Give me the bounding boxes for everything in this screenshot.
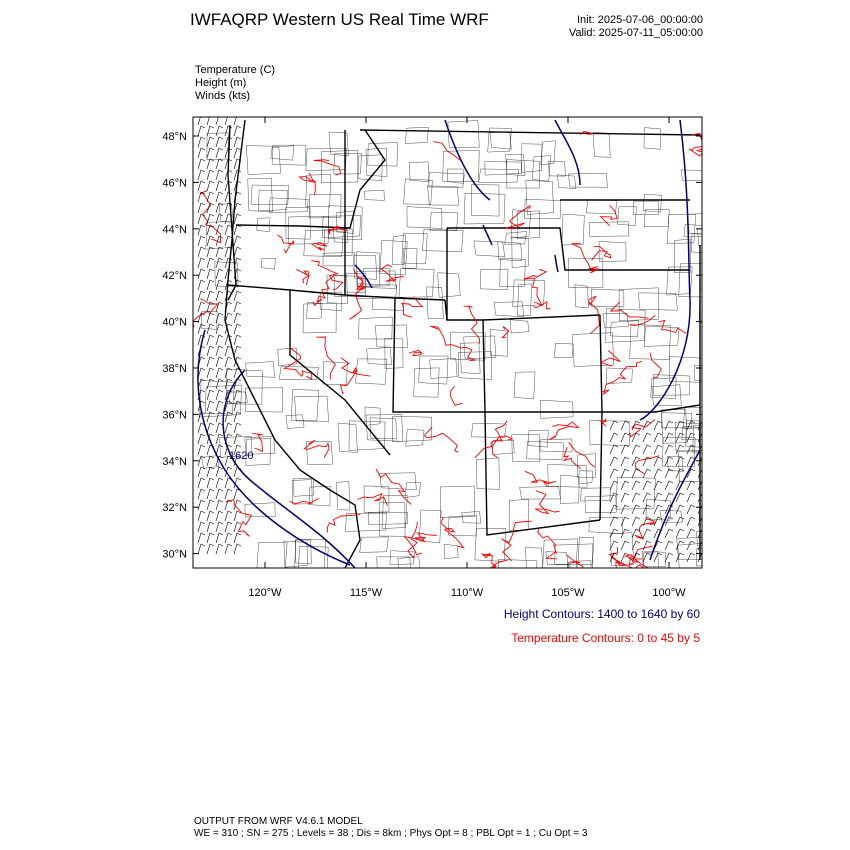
plot-title: IWFAQRP Western US Real Time WRF bbox=[190, 10, 489, 29]
valid-time: Valid: 2025-07-11_05:00:00 bbox=[568, 27, 703, 39]
lon-tick-label: 110°W bbox=[450, 587, 484, 599]
variable-winds: Winds (kts) bbox=[195, 90, 250, 102]
lat-tick-label: 30°N bbox=[162, 548, 187, 561]
lat-tick-label: 40°N bbox=[162, 316, 187, 329]
height-contour-label: 1620 bbox=[229, 450, 254, 462]
lon-tick-label: 115°W bbox=[349, 587, 383, 599]
lat-tick-label: 32°N bbox=[162, 502, 187, 515]
lat-tick-label: 38°N bbox=[162, 363, 187, 375]
variable-temperature: Temperature (C) bbox=[195, 64, 276, 76]
lon-tick-label: 120°W bbox=[248, 587, 282, 599]
lat-tick-label: 44°N bbox=[162, 223, 187, 236]
init-time: Init: 2025-07-06_00:00:00 bbox=[577, 14, 703, 26]
lat-tick-label: 36°N bbox=[162, 409, 187, 422]
model-info-line2: WE = 310 ; SN = 275 ; Levels = 38 ; Dis = 8km ; Phys Opt = 8 ; PBL Opt = 1 ; Cu Opt = 3 bbox=[194, 828, 588, 839]
height-contour-legend: Height Contours: 1400 to 1640 by 60 bbox=[503, 607, 700, 621]
model-info-line1: OUTPUT FROM WRF V4.6.1 MODEL bbox=[194, 816, 363, 827]
lon-tick-label: 105°W bbox=[551, 587, 585, 599]
lat-tick-label: 42°N bbox=[162, 270, 187, 283]
variable-height: Height (m) bbox=[195, 77, 247, 89]
lat-tick-label: 34°N bbox=[162, 455, 187, 468]
temperature-contour-legend: Temperature Contours: 0 to 45 by 5 bbox=[511, 631, 700, 645]
lat-tick-label: 46°N bbox=[162, 177, 187, 190]
lat-tick-label: 48°N bbox=[162, 131, 187, 143]
lon-tick-label: 100°W bbox=[652, 587, 686, 599]
